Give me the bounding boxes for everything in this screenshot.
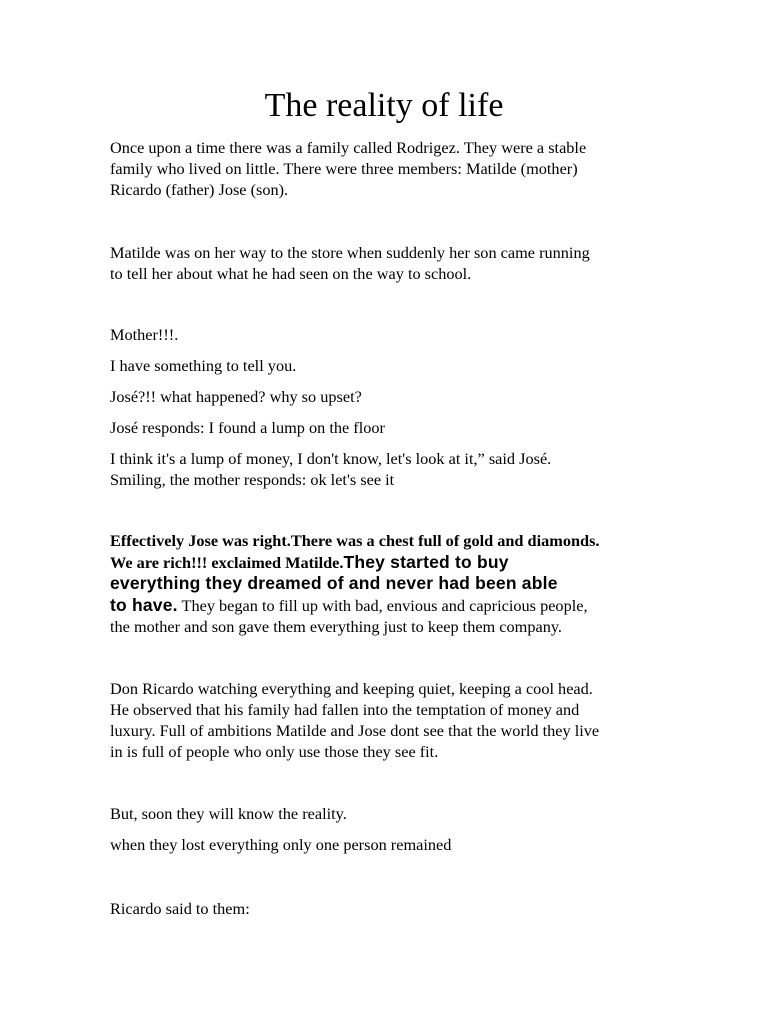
paragraph-jose-responds: José responds: I found a lump on the floor xyxy=(110,418,385,437)
paragraph-soon-reality: But, soon they will know the reality. xyxy=(110,804,347,823)
paragraph-store: Matilde was on her way to the store when suddenly her son came running to tell her about what he had seen on the way to school. xyxy=(110,243,590,283)
paragraph-what-happened: José?!! what happened? why so upset? xyxy=(110,387,362,406)
paragraph-ricardo-said: Ricardo said to them: xyxy=(110,899,250,918)
paragraph-something-to-tell: I have something to tell you. xyxy=(110,356,297,375)
regular-text: They began to fill up with bad, envious and capricious people, the mother and son gave them everything just to keep them company. xyxy=(110,595,588,636)
paragraph-chest-of-gold xyxy=(110,530,670,638)
paragraph-don-ricardo: Don Ricardo watching everything and keeping quiet, keeping a cool head. He observed that his family had fallen into the temptation of money and luxury. Full of ambitions Matilde and Jose dont see that the world they live in is full of people who only use those they see fit. xyxy=(110,679,600,761)
bold-sans-text: They started to buy everything they dreamed of and never had been able to have. xyxy=(110,551,558,615)
bold-serif-text: Effectively Jose was right.There was a chest full of gold and diamonds. We are rich!!! exclaimed Matilde. xyxy=(110,531,600,572)
paragraph-lost-everything: when they lost everything only one person remained xyxy=(110,835,452,854)
paragraph-mother-call: Mother!!!. xyxy=(110,325,179,344)
paragraph-lump-of-money: I think it's a lump of money, I don't know, let's look at it,” said José. Smiling, the mother responds: ok let's see it xyxy=(110,449,552,489)
paragraph-intro: Once upon a time there was a family called Rodrigez. They were a stable family who lived on little. There were three members: Matilde (mother) Ricardo (father) Jose (son). xyxy=(110,138,587,199)
document-title: The reality of life xyxy=(264,87,504,124)
